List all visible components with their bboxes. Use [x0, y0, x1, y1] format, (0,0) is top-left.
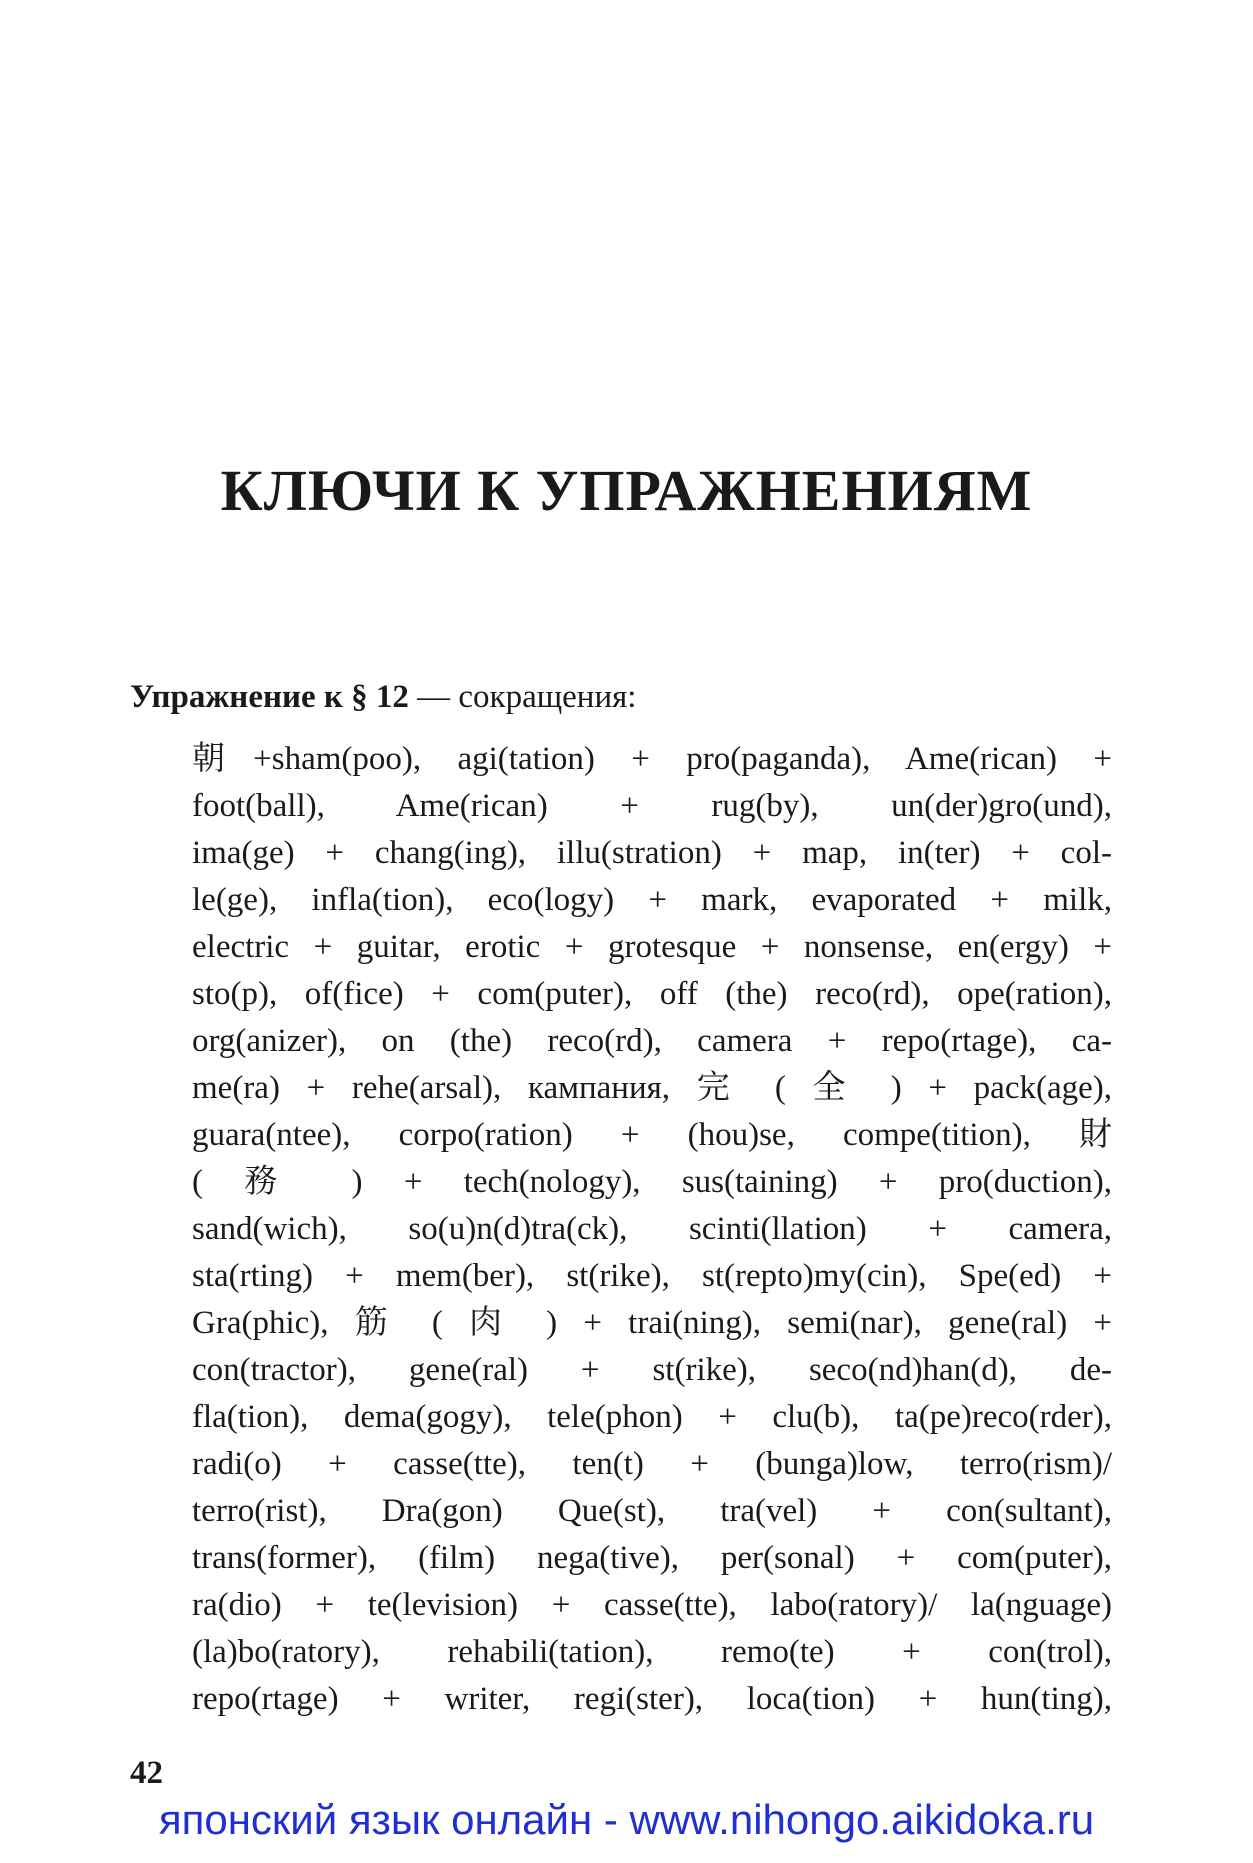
exercise-label: Упражнение к § 12 — [130, 679, 409, 715]
answer-line: org(anizer), on (the) reco(rd), camera + repo(rtage), ca- — [192, 1023, 1112, 1059]
answer-line: sand(wich), so(u)n(d)tra(ck), scinti(llation) + camera, — [192, 1211, 1112, 1247]
answer-line: terro(rist), Dra(gon) Que(st), tra(vel) + con(sultant), — [192, 1493, 1112, 1529]
answer-body — [192, 736, 1112, 1723]
answer-line: sta(rting) + mem(ber), st(rike), st(repto)my(cin), Spe(ed) + — [192, 1258, 1112, 1294]
answer-line: con(tractor), gene(ral) + st(rike), seco(nd)han(d), de- — [192, 1352, 1112, 1388]
answer-line: guara(ntee), corpo(ration) + (hou)se, compe(tition), 財 — [192, 1117, 1112, 1153]
answer-line: electric + guitar, erotic + grotesque + nonsense, en(ergy) + — [192, 929, 1112, 965]
exercise-heading — [130, 678, 636, 718]
footer-website-link[interactable]: японский язык онлайн - www.nihongo.aikidoka.ru — [158, 1796, 1095, 1843]
answer-line: ra(dio) + te(levision) + casse(tte), labo(ratory)/ la(nguage) — [192, 1587, 1112, 1623]
answer-line: foot(ball), Ame(rican) + rug(by), un(der)gro(und), — [192, 788, 1112, 824]
answer-line: ima(ge) + chang(ing), illu(stration) + map, in(ter) + col- — [192, 835, 1112, 871]
answer-line: (la)bo(ratory), rehabili(tation), remo(te) + con(trol), — [192, 1634, 1112, 1670]
heading-dash: — — [408, 679, 459, 715]
page-number: 42 — [130, 1755, 163, 1791]
answer-line: trans(former), (film) nega(tive), per(sonal) + com(puter), — [192, 1540, 1112, 1576]
exercise-topic: сокращения: — [458, 679, 637, 715]
answer-line: repo(rtage) + writer, regi(ster), loca(tion) + hun(ting), — [192, 1681, 1112, 1717]
answer-line: Gra(phic), 筋 ( 肉 ) + trai(ning), semi(nar), gene(ral) + — [192, 1305, 1112, 1341]
answer-line: 朝+sham(poo), agi(tation) + pro(paganda), Ame(rican) + — [192, 741, 1112, 777]
answer-line: sto(p), of(fice) + com(puter), off (the) reco(rd), ope(ration), — [192, 976, 1112, 1012]
page-title: КЛЮЧИ К УПРАЖНЕНИЯМ — [220, 458, 1033, 523]
answer-line: fla(tion), dema(gogy), tele(phon) + clu(b), ta(pe)reco(rder), — [192, 1399, 1112, 1435]
answer-line: ( 務 ) + tech(nology), sus(taining) + pro(duction), — [192, 1164, 1112, 1200]
answer-line: le(ge), infla(tion), eco(logy) + mark, evaporated + milk, — [192, 882, 1112, 918]
answer-line: radi(o) + casse(tte), ten(t) + (bunga)low, terro(rism)/ — [192, 1446, 1112, 1482]
answer-line: me(ra) + rehe(arsal), кампания, 完 ( 全 ) + pack(age), — [192, 1070, 1112, 1106]
